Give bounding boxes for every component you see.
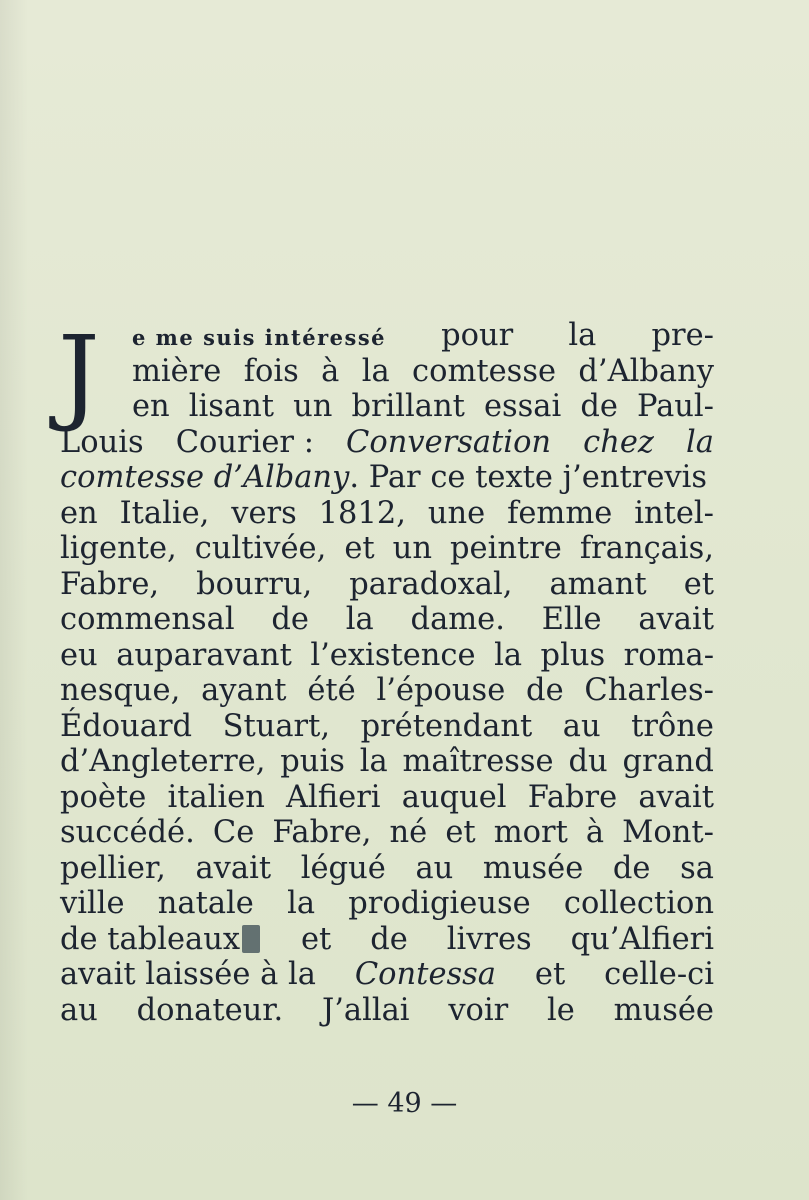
word: auquel bbox=[401, 779, 507, 815]
body-paragraph bbox=[58, 313, 714, 1028]
word: Stuart, bbox=[222, 708, 331, 744]
line-text: . Par ce texte j’entrevis bbox=[349, 460, 708, 495]
italic-word: Conversation bbox=[346, 424, 552, 460]
word: le bbox=[547, 992, 575, 1028]
text-line-20 bbox=[60, 993, 714, 1029]
word: natale bbox=[157, 886, 254, 921]
word: trône bbox=[631, 708, 714, 744]
word: en bbox=[132, 389, 170, 424]
text-line-7 bbox=[60, 531, 714, 567]
word: de bbox=[271, 602, 309, 637]
text-line-17 bbox=[60, 886, 714, 922]
italic-title: comtesse d’Albany bbox=[60, 460, 350, 495]
word: nesque, bbox=[60, 673, 181, 708]
word: bourru, bbox=[196, 566, 313, 602]
word: la bbox=[494, 637, 523, 673]
word: ligente, bbox=[60, 531, 177, 566]
word: poète bbox=[60, 779, 147, 815]
italic-word: la bbox=[686, 424, 714, 460]
text-line-1 bbox=[60, 318, 714, 354]
word: essai bbox=[483, 389, 562, 424]
word: de bbox=[370, 921, 408, 957]
ink-smudge-icon bbox=[242, 925, 260, 953]
word: avait bbox=[195, 850, 272, 886]
word: sa bbox=[680, 850, 714, 886]
word: musée bbox=[613, 992, 714, 1028]
word: auparavant bbox=[116, 637, 292, 673]
word: femme bbox=[507, 495, 613, 531]
word: mort bbox=[493, 815, 568, 850]
word: pour bbox=[441, 318, 514, 353]
word: l’existence bbox=[310, 637, 476, 673]
word: livres bbox=[446, 921, 532, 957]
word: Fabre, bbox=[60, 566, 160, 602]
word: la bbox=[568, 318, 597, 353]
word: puis bbox=[280, 744, 345, 779]
line-run bbox=[60, 460, 707, 496]
word: français, bbox=[579, 531, 714, 566]
word: Louis bbox=[60, 424, 144, 460]
text-line-15 bbox=[60, 815, 714, 851]
word: eu bbox=[60, 637, 98, 673]
word: brillant bbox=[351, 389, 465, 424]
word: amant bbox=[549, 566, 647, 602]
word: ville bbox=[60, 886, 125, 921]
word: légué bbox=[300, 850, 386, 886]
italic-word: chez bbox=[583, 424, 654, 460]
word: Courier : bbox=[175, 424, 314, 460]
word: qu’Alfieri bbox=[570, 921, 714, 957]
word: d’Angleterre, bbox=[60, 744, 266, 779]
word: mière bbox=[132, 353, 222, 389]
word: Paul- bbox=[636, 389, 714, 424]
word: celle-ci bbox=[604, 957, 714, 992]
word: Alfieri bbox=[286, 779, 381, 815]
text-line-8 bbox=[60, 567, 714, 603]
word: et bbox=[683, 566, 714, 602]
text-line-4 bbox=[60, 425, 714, 461]
word: vers bbox=[231, 495, 297, 531]
text-line-5 bbox=[60, 460, 714, 496]
word: la bbox=[345, 602, 374, 637]
word: au bbox=[415, 850, 454, 886]
text-line-6 bbox=[60, 496, 714, 532]
smallcaps-opening: e me suis intéressé bbox=[132, 325, 387, 350]
word: ayant bbox=[201, 673, 287, 708]
word: avait bbox=[638, 602, 714, 637]
text-line-12 bbox=[60, 709, 714, 745]
text-line-3 bbox=[60, 389, 714, 425]
word: au bbox=[60, 992, 98, 1028]
word: grand bbox=[622, 744, 714, 779]
word: dame. bbox=[410, 602, 505, 637]
drop-cap: J bbox=[58, 313, 100, 435]
word: Charles- bbox=[584, 673, 714, 708]
word: comtesse bbox=[412, 353, 557, 389]
word: au bbox=[562, 708, 601, 744]
word: à bbox=[585, 815, 605, 850]
text-line-13 bbox=[60, 744, 714, 780]
word: de bbox=[580, 389, 618, 424]
word: J’allai bbox=[321, 992, 410, 1028]
word: l’épouse bbox=[376, 673, 506, 708]
page-number: — 49 — bbox=[351, 1088, 458, 1119]
word: 1812, bbox=[318, 495, 406, 531]
word: donateur. bbox=[136, 992, 284, 1028]
text-line-2 bbox=[60, 354, 714, 390]
word: maîtresse bbox=[402, 744, 554, 779]
text-line-14 bbox=[60, 780, 714, 816]
word: et bbox=[534, 957, 566, 992]
line-text: de tableaux bbox=[60, 921, 241, 957]
word: Fabre, bbox=[272, 815, 372, 850]
word: pellier, bbox=[60, 850, 166, 886]
word: intel- bbox=[634, 495, 714, 531]
word: commensal bbox=[60, 602, 235, 637]
word: Édouard bbox=[60, 708, 193, 744]
word: peintre bbox=[450, 531, 562, 566]
word: lisant bbox=[188, 389, 275, 424]
word: Ce bbox=[212, 815, 255, 850]
word: collection bbox=[563, 886, 714, 921]
word: pre- bbox=[651, 318, 714, 353]
word: et bbox=[445, 815, 476, 850]
word: prodigieuse bbox=[348, 886, 531, 921]
word: Italie, bbox=[119, 495, 210, 531]
word: une bbox=[427, 495, 486, 531]
text-line-16 bbox=[60, 851, 714, 887]
word: d’Albany bbox=[578, 353, 714, 389]
word: été bbox=[307, 673, 356, 708]
line-text: avait laissée à la bbox=[60, 957, 316, 992]
word: Mont- bbox=[622, 815, 714, 850]
word: cultivée, bbox=[194, 531, 327, 566]
italic-word: Contessa bbox=[354, 957, 496, 992]
word: plus bbox=[540, 637, 606, 673]
word: succédé. bbox=[60, 815, 195, 850]
word: paradoxal, bbox=[349, 566, 513, 602]
word: voir bbox=[448, 992, 509, 1028]
word: prétendant bbox=[360, 708, 533, 744]
word-group bbox=[60, 922, 262, 958]
word: roma- bbox=[623, 637, 714, 673]
text-line-19 bbox=[60, 957, 714, 993]
text-line-9 bbox=[60, 602, 714, 638]
word: un bbox=[392, 531, 432, 566]
word: italien bbox=[167, 779, 265, 815]
text-line-18 bbox=[60, 922, 714, 958]
word: et bbox=[300, 921, 332, 957]
word: fois bbox=[243, 353, 299, 389]
word: à bbox=[321, 353, 340, 389]
word: un bbox=[293, 389, 333, 424]
word: la bbox=[361, 353, 390, 389]
text-line-11 bbox=[60, 673, 714, 709]
word: la bbox=[359, 744, 388, 779]
word: du bbox=[568, 744, 608, 779]
word: né bbox=[389, 815, 428, 850]
word: et bbox=[344, 531, 375, 566]
word: de bbox=[612, 850, 651, 886]
word: de bbox=[526, 673, 564, 708]
word: Fabre bbox=[527, 779, 618, 815]
word: Elle bbox=[541, 602, 602, 637]
word: musée bbox=[482, 850, 584, 886]
word: la bbox=[287, 886, 316, 921]
word: avait bbox=[638, 779, 714, 815]
word: en bbox=[60, 495, 98, 531]
text-line-10 bbox=[60, 638, 714, 674]
